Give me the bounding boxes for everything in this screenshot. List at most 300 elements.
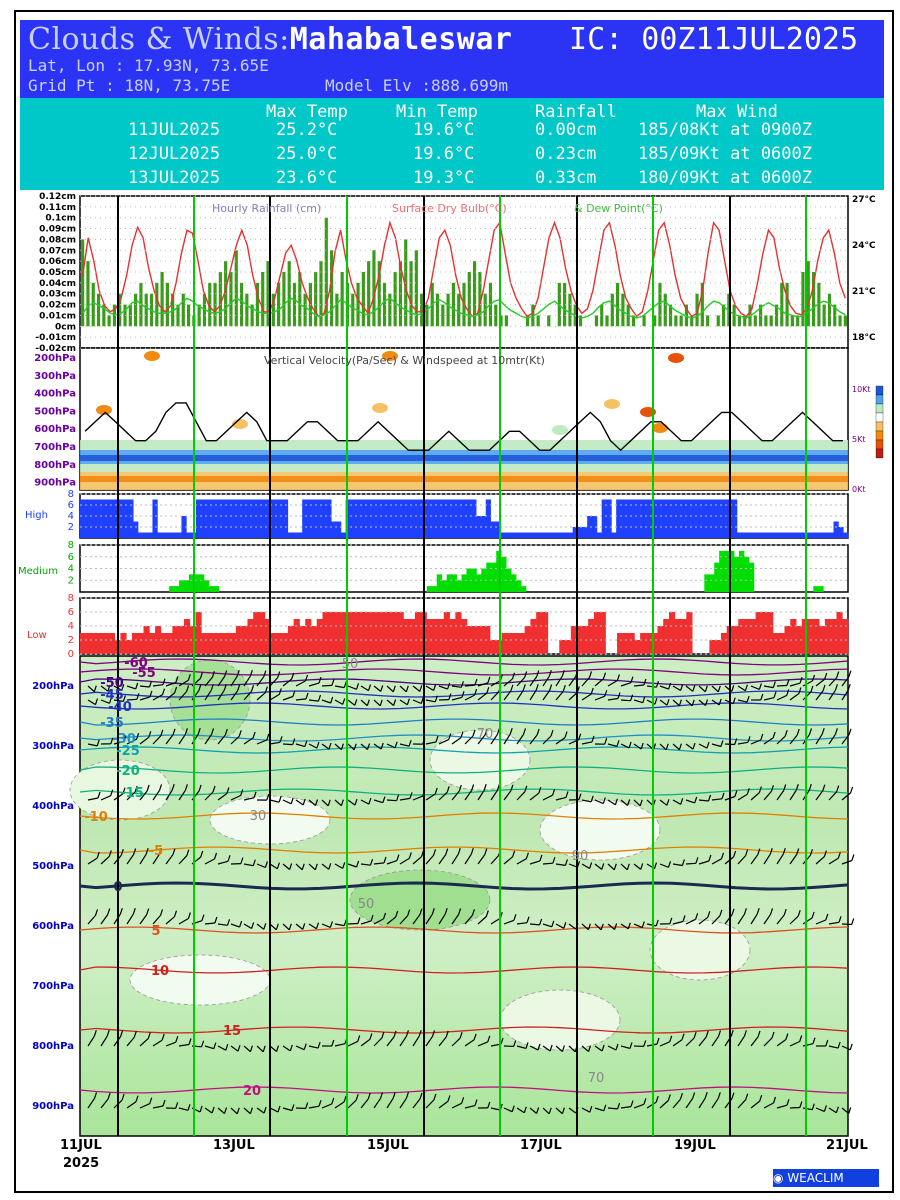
col-header-rainfall: Rainfall: [535, 102, 617, 122]
high-cloud-bar: [293, 533, 298, 539]
humidity-patch: [500, 990, 620, 1050]
wind-barb: [348, 924, 358, 925]
low-cloud-bar: [109, 633, 115, 654]
rain-bar: [611, 294, 614, 327]
row-min-temp: 19.3°C: [413, 168, 475, 188]
profile-y-tick-label: 800hPa: [32, 1041, 74, 1052]
temp-y-tick-label: 24°C: [852, 241, 876, 251]
low-cloud-bar: [403, 619, 409, 654]
low-cloud-bar: [120, 633, 126, 654]
low-cloud-bar: [617, 633, 623, 654]
low-cloud-bar: [450, 619, 456, 654]
low-cloud-bar: [363, 612, 369, 654]
windspeed-scale-label: 0Kt: [852, 485, 866, 494]
velocity-band: [80, 476, 848, 482]
rain-bar: [304, 294, 307, 327]
humidity-label: 30: [249, 809, 267, 824]
wind-barb: [283, 744, 293, 745]
high-cloud-bar: [510, 533, 515, 539]
low-cloud-bar: [513, 633, 519, 654]
low-cloud-bar: [103, 633, 109, 654]
profile-y-tick-label: 900hPa: [32, 1101, 74, 1112]
isotherm-label: -25: [116, 744, 140, 759]
low-cloud-bar: [455, 612, 461, 654]
windspeed-scale-label: 10Kt: [852, 385, 871, 394]
rain-bar: [235, 250, 238, 326]
rain-bar: [658, 283, 661, 326]
low-cloud-bar: [328, 612, 334, 654]
isotherm-label: -35: [100, 716, 124, 731]
low-cloud-y-tick-label: 4: [67, 621, 74, 632]
low-cloud-bar: [530, 619, 536, 654]
rain-bar: [134, 294, 137, 327]
velocity-y-tick-label: 600hPa: [34, 424, 76, 436]
high-cloud-bar: [505, 533, 510, 539]
velocity-blob: [144, 351, 160, 361]
low-cloud-bar: [213, 633, 219, 654]
grid-point: Grid Pt : 18N, 73.75E: [28, 76, 231, 95]
colorbar-swatch: [876, 413, 883, 422]
model-elevation: Model Elv :888.699m: [325, 76, 509, 95]
low-cloud-bar: [808, 619, 814, 654]
location-name: Mahabaleswar: [289, 22, 513, 57]
low-cloud-bar: [640, 633, 646, 654]
rain-bar: [505, 315, 508, 326]
low-cloud-bar: [825, 619, 831, 654]
col-header-min-temp: Min Temp: [396, 102, 478, 122]
low-cloud-bar: [357, 612, 363, 654]
rain-bar: [335, 294, 338, 327]
high-cloud-bar: [331, 522, 336, 539]
isotherm-label: -55: [132, 666, 156, 681]
high-cloud-bar: [829, 533, 834, 539]
low-cloud-bar: [340, 612, 346, 654]
rain-bar: [372, 250, 375, 326]
temp-y-tick-label: 21°C: [852, 287, 876, 297]
humidity-label: 90: [571, 849, 589, 864]
high-cloud-bar: [491, 522, 496, 539]
high-cloud-bar: [824, 533, 829, 539]
colorbar-swatch: [876, 404, 883, 413]
rain-bar: [706, 315, 709, 326]
medium-cloud-bar: [427, 586, 432, 592]
low-cloud-bar: [444, 612, 450, 654]
high-cloud-bar: [186, 533, 191, 539]
profile-y-tick-label: 500hPa: [32, 861, 74, 872]
low-cloud-bar: [756, 612, 762, 654]
medium-cloud-label: Medium: [18, 566, 58, 577]
low-cloud-bar: [496, 640, 502, 654]
low-cloud-bar: [97, 633, 103, 654]
rain-bar: [447, 294, 450, 327]
low-cloud-bar: [426, 619, 432, 654]
low-cloud-label: Low: [27, 630, 47, 641]
low-cloud-bar: [86, 633, 92, 654]
rain-bar: [807, 261, 810, 326]
low-cloud-bar: [230, 633, 236, 654]
rain-y-tick-label: 0.02cm: [39, 300, 76, 311]
medium-cloud-bar: [516, 580, 521, 592]
medium-cloud-bar: [447, 574, 452, 592]
rain-bar: [187, 305, 190, 327]
profile-y-tick-label: 400hPa: [32, 801, 74, 812]
low-cloud-bar: [773, 633, 779, 654]
medium-cloud-bar: [432, 586, 437, 592]
high-cloud-bar: [524, 533, 529, 539]
low-cloud-bar: [149, 633, 155, 654]
medium-cloud-bar: [714, 563, 719, 592]
high-cloud-bar: [785, 533, 790, 539]
high-cloud-bar: [843, 533, 848, 539]
humidity-label: 70: [587, 1071, 605, 1086]
rain-y-tick-label: 0.08cm: [39, 235, 76, 246]
medium-cloud-bar: [184, 580, 189, 592]
rain-bar: [568, 294, 571, 327]
rain-bar: [166, 283, 169, 326]
low-cloud-bar: [259, 612, 265, 654]
low-cloud-bar: [432, 619, 438, 654]
low-cloud-bar: [542, 612, 548, 654]
rain-bar: [680, 315, 683, 326]
rain-bar: [356, 283, 359, 326]
medium-cloud-bar: [476, 574, 481, 592]
low-cloud-bar: [790, 619, 796, 654]
rain-bar: [409, 261, 412, 326]
velocity-y-tick-label: 200hPa: [34, 353, 76, 364]
low-cloud-bar: [761, 612, 767, 654]
isotherm-label: 5: [151, 924, 161, 939]
low-cloud-bar: [92, 633, 98, 654]
humidity-patch: [540, 800, 660, 860]
velocity-blob: [652, 423, 668, 433]
rain-bar: [547, 315, 550, 326]
low-cloud-y-tick-label: 6: [67, 607, 74, 618]
rain-bar: [595, 315, 598, 326]
profile-y-tick-label: 600hPa: [32, 921, 74, 932]
low-cloud-bar: [409, 619, 415, 654]
profile-y-tick-label: 700hPa: [32, 981, 74, 992]
rain-bar: [97, 294, 100, 327]
high-cloud-bar: [776, 533, 781, 539]
isotherm-label: -20: [116, 764, 140, 779]
low-cloud-bar: [167, 633, 173, 654]
medium-cloud-bar: [442, 580, 447, 592]
velocity-band: [80, 482, 848, 490]
low-cloud-bar: [201, 633, 207, 654]
velocity-y-tick-label: 800hPa: [34, 459, 76, 471]
high-cloud-bar: [747, 533, 752, 539]
temp-legend-label: Surface Dry Bulb(°C): [392, 202, 507, 215]
row-max-wind: 185/08Kt at 0900Z: [638, 120, 812, 140]
medium-cloud-bar: [452, 574, 457, 592]
col-header-max-wind: Max Wind: [696, 102, 778, 122]
row-max-temp: 23.6°C: [276, 168, 338, 188]
high-cloud-bar: [167, 533, 172, 539]
rain-y-tick-label: 0.12cm: [39, 192, 76, 202]
velocity-y-tick-label: 700hPa: [34, 442, 76, 453]
rain-bar: [621, 294, 624, 327]
colorbar-swatch: [876, 422, 883, 431]
isotherm-label: -45: [100, 688, 124, 703]
row-max-wind: 180/09Kt at 0600Z: [638, 168, 812, 188]
medium-cloud-bar: [199, 574, 204, 592]
low-cloud-bar: [836, 612, 842, 654]
row-date: 13JUL2025: [128, 168, 221, 188]
rain-bar: [537, 315, 540, 326]
isotherm-label: -40: [108, 700, 132, 715]
rain-bar: [182, 294, 185, 327]
x-label-17jul: 17JUL: [520, 1138, 562, 1153]
wind-barb-flag: [852, 919, 854, 925]
col-header-max-temp: Max Temp: [266, 102, 348, 122]
rain-bar: [457, 294, 460, 327]
medium-cloud-bar: [704, 574, 709, 592]
rain-bar: [791, 315, 794, 326]
low-cloud-bar: [490, 640, 496, 654]
medium-cloud-bar: [813, 586, 818, 592]
windspeed-scale-label: 5Kt: [852, 435, 866, 444]
rain-bar: [754, 315, 757, 326]
medium-cloud-bar: [209, 586, 214, 592]
rain-bar: [717, 315, 720, 326]
rain-legend-label: Hourly Rainfall (cm): [212, 202, 322, 215]
high-cloud-bar: [297, 533, 302, 539]
low-cloud-bar: [282, 633, 288, 654]
high-cloud-bar: [515, 533, 520, 539]
velocity-blob: [604, 399, 620, 409]
low-cloud-bar: [398, 612, 404, 654]
low-cloud-bar: [721, 633, 727, 654]
high-cloud-label: High: [25, 510, 48, 521]
humidity-label: 70: [476, 727, 494, 742]
rain-y-tick-label: 0.1cm: [45, 213, 76, 224]
wind-barb: [790, 1108, 800, 1109]
row-max-temp: 25.2°C: [276, 120, 338, 140]
medium-cloud-bar: [457, 580, 462, 592]
high-cloud-bar: [737, 533, 742, 539]
rain-bar: [674, 315, 677, 326]
logo-text: WEACLIM: [787, 1171, 844, 1185]
rain-bar: [844, 315, 847, 326]
colorbar-swatch: [876, 395, 883, 404]
weaclim-logo: [773, 1169, 879, 1187]
high-cloud-bar: [553, 533, 558, 539]
rain-bar: [764, 315, 767, 326]
high-cloud-bar: [520, 533, 525, 539]
wind-barb: [842, 924, 852, 925]
isotherm-label: 0: [113, 880, 123, 895]
low-cloud-bar: [600, 612, 606, 654]
rain-bar: [351, 294, 354, 327]
rain-y-tick-label: -0.01cm: [35, 333, 76, 344]
wind-barb-flag: [852, 855, 854, 861]
low-cloud-bar: [276, 633, 282, 654]
wind-barb-flag: [849, 1108, 851, 1114]
low-cloud-bar: [247, 619, 253, 654]
low-cloud-bar: [392, 612, 398, 654]
wind-barb: [777, 686, 787, 687]
isotherm-label: 15: [222, 1024, 242, 1039]
rain-bar: [229, 272, 232, 326]
velocity-y-tick-label: 400hPa: [34, 388, 76, 400]
medium-cloud-y-tick-label: 6: [67, 551, 74, 563]
low-cloud-bar: [594, 612, 600, 654]
low-cloud-y-tick-label: 8: [67, 593, 74, 604]
high-cloud-bar: [568, 533, 573, 539]
initial-condition: IC: 00Z11JUL2025: [569, 22, 858, 57]
low-cloud-bar: [779, 633, 785, 654]
medium-cloud-bar: [204, 580, 209, 592]
low-cloud-bar: [207, 633, 213, 654]
low-cloud-bar: [629, 633, 635, 654]
temp-y-tick-label: 18°C: [852, 333, 876, 343]
rain-bar: [616, 283, 619, 326]
row-rainfall: 0.00cm: [535, 120, 597, 140]
low-cloud-bar: [271, 633, 277, 654]
high-cloud-bar: [549, 533, 554, 539]
medium-cloud-bar: [511, 574, 516, 592]
low-cloud-bar: [132, 633, 138, 654]
medium-cloud-y-tick-label: 2: [67, 575, 74, 587]
humidity-label: 50: [357, 897, 375, 912]
high-cloud-bar: [336, 522, 341, 539]
low-cloud-bar: [386, 612, 392, 654]
isotherm-label: -60: [124, 656, 148, 671]
wind-barb: [621, 700, 631, 701]
x-label-13jul: 13JUL: [213, 1138, 255, 1153]
medium-cloud-bar: [744, 557, 749, 592]
rain-bar: [394, 272, 397, 326]
rain-bar: [282, 272, 285, 326]
high-cloud-bar: [790, 533, 795, 539]
velocity-y-tick-label: 900hPa: [34, 477, 76, 489]
high-cloud-bar: [162, 533, 167, 539]
rain-y-tick-label: 0.03cm: [39, 289, 76, 300]
rain-bar: [420, 294, 423, 327]
medium-cloud-bar: [818, 586, 823, 592]
low-cloud-bar: [219, 633, 225, 654]
velocity-blob: [372, 403, 388, 413]
low-cloud-bar: [80, 633, 86, 654]
lat-lon: Lat, Lon : 17.93N, 73.65E: [28, 56, 269, 75]
low-cloud-bar: [831, 619, 837, 654]
low-cloud-bar: [681, 619, 687, 654]
isotherm-label: -15: [120, 786, 144, 801]
low-cloud-bar: [634, 640, 640, 654]
medium-cloud-bar: [437, 574, 442, 592]
low-cloud-bar: [686, 612, 692, 654]
medium-cloud-bar: [214, 586, 219, 592]
low-cloud-bar: [369, 612, 375, 654]
low-cloud-bar: [646, 633, 652, 654]
high-cloud-y-tick-label: 2: [67, 522, 74, 533]
rain-bar: [161, 272, 164, 326]
humidity-label: 50: [341, 657, 359, 672]
row-min-temp: 19.6°C: [413, 120, 475, 140]
low-cloud-bar: [305, 619, 311, 654]
low-cloud-bar: [767, 612, 773, 654]
rain-bar: [642, 315, 645, 326]
rain-bar: [441, 305, 444, 327]
rain-bar: [367, 261, 370, 326]
low-cloud-bar: [438, 619, 444, 654]
high-cloud-bar: [761, 533, 766, 539]
rain-bar: [436, 294, 439, 327]
x-label-19jul: 19JUL: [674, 1138, 716, 1153]
low-cloud-y-tick-label: 0: [67, 649, 74, 660]
low-cloud-y-tick-label: 2: [67, 635, 74, 646]
high-cloud-y-tick-label: 8: [67, 489, 74, 500]
rain-y-tick-label: 0.01cm: [39, 311, 76, 322]
rain-bar: [838, 315, 841, 326]
rain-bar: [92, 283, 95, 326]
high-cloud-bar: [133, 522, 138, 539]
high-cloud-bar: [597, 533, 602, 539]
isotherm-label: -50: [100, 676, 124, 691]
high-cloud-y-tick-label: 6: [67, 500, 74, 511]
low-cloud-bar: [813, 619, 819, 654]
low-cloud-bar: [715, 640, 721, 654]
medium-cloud-y-tick-label: 8: [67, 540, 74, 551]
high-cloud-bar: [157, 533, 162, 539]
wind-barb: [543, 863, 553, 864]
low-cloud-bar: [663, 619, 669, 654]
rain-y-tick-label: 0.05cm: [39, 268, 76, 278]
rain-bar: [664, 294, 667, 327]
wind-barb-flag: [849, 671, 851, 677]
low-cloud-bar: [224, 633, 230, 654]
humidity-patch: [130, 955, 270, 1005]
isotherm-label: -30: [112, 732, 136, 747]
medium-cloud-bar: [501, 557, 506, 592]
medium-cloud-bar: [174, 586, 179, 592]
rain-bar: [770, 315, 773, 326]
high-cloud-bar: [529, 533, 534, 539]
colorbar-swatch: [876, 431, 883, 440]
high-cloud-bar: [766, 533, 771, 539]
low-cloud-bar: [467, 626, 473, 654]
velocity-blob: [668, 353, 684, 363]
rain-bar: [86, 261, 89, 326]
medium-cloud-bar: [486, 563, 491, 592]
high-cloud-bar: [800, 533, 805, 539]
low-cloud-bar: [507, 633, 513, 654]
low-cloud-bar: [738, 619, 744, 654]
high-cloud-bar: [809, 533, 814, 539]
wind-barb-flag: [849, 729, 851, 735]
rain-bar: [605, 315, 608, 326]
high-cloud-bar: [544, 533, 549, 539]
low-cloud-bar: [415, 612, 421, 654]
high-cloud-bar: [177, 533, 182, 539]
low-cloud-bar: [669, 612, 675, 654]
medium-cloud-bar: [169, 586, 174, 592]
low-cloud-bar: [842, 619, 848, 654]
rain-bar: [261, 272, 264, 326]
colorbar-swatch: [876, 386, 883, 395]
low-cloud-bar: [536, 612, 542, 654]
x-label-year: 2025: [63, 1156, 100, 1171]
high-cloud-bar: [172, 533, 177, 539]
velocity-y-tick-label: 500hPa: [34, 406, 76, 418]
rain-bar: [245, 294, 248, 327]
low-cloud-bar: [317, 619, 323, 654]
profile-y-tick-label: 300hPa: [32, 741, 74, 752]
medium-cloud-y-tick-label: 4: [67, 563, 74, 575]
high-cloud-bar: [819, 533, 824, 539]
high-cloud-bar: [611, 533, 616, 539]
isotherm-label: -5: [148, 844, 164, 859]
